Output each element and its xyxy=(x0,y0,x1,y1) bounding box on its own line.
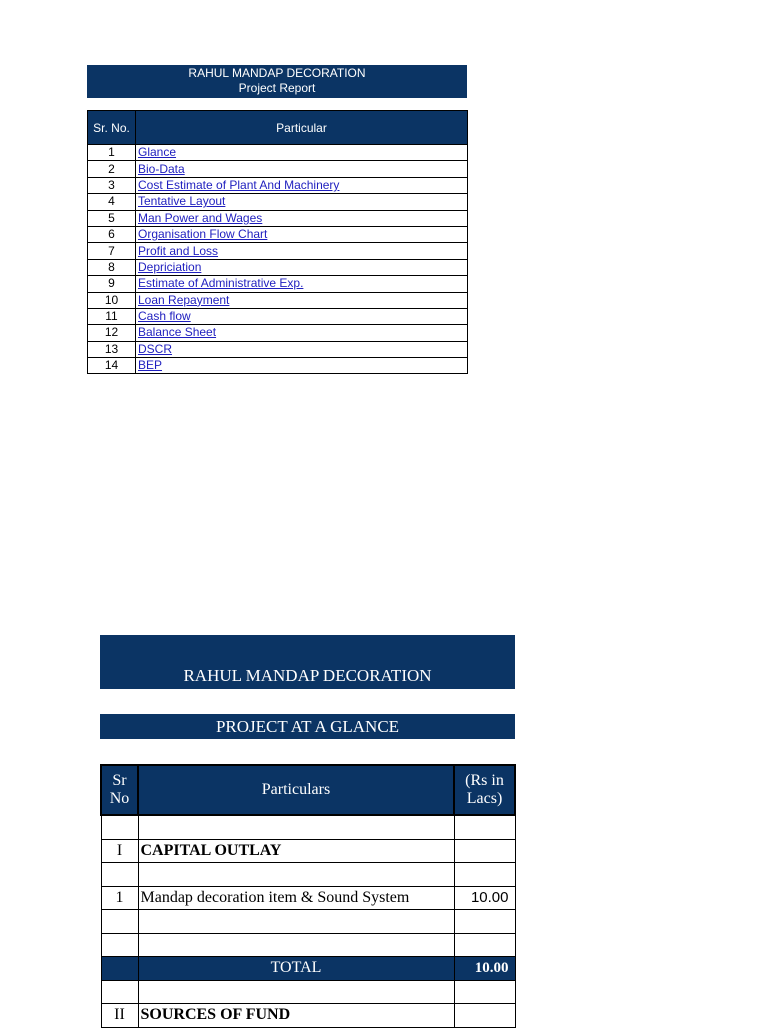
row-particular xyxy=(136,259,468,275)
table-row xyxy=(101,1004,515,1028)
index-row xyxy=(88,145,468,161)
row-number: 13 xyxy=(88,341,136,357)
index-table xyxy=(87,110,468,374)
index-row xyxy=(88,226,468,242)
row-particular xyxy=(136,358,468,374)
index-link-cost-estimate-of-plant-and-machinery[interactable]: Cost Estimate of Plant And Machinery xyxy=(138,177,340,192)
item-label: Mandap decoration item & Sound System xyxy=(138,886,454,910)
row-number: 4 xyxy=(88,194,136,210)
amount-header: (Rs in Lacs) xyxy=(454,765,515,815)
row-particular xyxy=(136,145,468,161)
row-particular xyxy=(136,325,468,341)
index-row xyxy=(88,177,468,193)
index-header-row xyxy=(88,111,468,145)
glance-subtitle: PROJECT AT A GLANCE xyxy=(100,714,515,739)
row-particular xyxy=(136,194,468,210)
item-number: 1 xyxy=(101,886,138,910)
index-row xyxy=(88,210,468,226)
sr-no-header: Sr No xyxy=(101,765,138,815)
table-row xyxy=(101,863,515,887)
row-number: 14 xyxy=(88,358,136,374)
index-link-dscr[interactable]: DSCR xyxy=(138,341,173,356)
index-row xyxy=(88,161,468,177)
table-row xyxy=(101,910,515,934)
row-particular xyxy=(136,226,468,242)
row-particular xyxy=(136,276,468,292)
section-number: I xyxy=(101,839,138,863)
index-link-bio-data[interactable]: Bio-Data xyxy=(138,161,185,176)
row-particular xyxy=(136,210,468,226)
table-row xyxy=(101,815,515,839)
index-link-profit-and-loss[interactable]: Profit and Loss xyxy=(138,243,219,258)
row-number: 8 xyxy=(88,259,136,275)
index-link-balance-sheet[interactable]: Balance Sheet xyxy=(138,325,217,340)
index-title-block xyxy=(87,65,467,98)
row-number: 5 xyxy=(88,210,136,226)
table-row xyxy=(101,839,515,863)
index-link-man-power-and-wages[interactable]: Man Power and Wages xyxy=(138,210,263,225)
index-row xyxy=(88,276,468,292)
index-link-bep[interactable]: BEP xyxy=(138,358,163,373)
index-row xyxy=(88,325,468,341)
table-row xyxy=(101,933,515,957)
row-number: 3 xyxy=(88,177,136,193)
row-number: 12 xyxy=(88,325,136,341)
index-link-depriciation[interactable]: Depriciation xyxy=(138,259,202,274)
index-link-tentative-layout[interactable]: Tentative Layout xyxy=(138,194,226,209)
row-particular xyxy=(136,243,468,259)
section-number: II xyxy=(101,1004,138,1028)
report-title: Project Report xyxy=(238,81,316,95)
section-label: CAPITAL OUTLAY xyxy=(138,839,454,863)
index-row xyxy=(88,341,468,357)
glance-header-row xyxy=(101,765,515,815)
row-particular xyxy=(136,161,468,177)
index-link-cash-flow[interactable]: Cash flow xyxy=(138,309,191,324)
glance-title: RAHUL MANDAP DECORATION xyxy=(100,635,515,689)
particulars-header: Particulars xyxy=(138,765,454,815)
index-row xyxy=(88,259,468,275)
index-link-loan-repayment[interactable]: Loan Repayment xyxy=(138,292,230,307)
company-name: RAHUL MANDAP DECORATION xyxy=(188,66,366,80)
index-body xyxy=(88,145,468,374)
section-label: SOURCES OF FUND xyxy=(138,1004,454,1028)
row-number: 10 xyxy=(88,292,136,308)
table-row xyxy=(101,886,515,910)
row-particular xyxy=(136,341,468,357)
row-particular xyxy=(136,292,468,308)
row-number: 11 xyxy=(88,308,136,324)
row-number: 9 xyxy=(88,276,136,292)
row-number: 1 xyxy=(88,145,136,161)
index-row xyxy=(88,358,468,374)
row-particular xyxy=(136,308,468,324)
index-row xyxy=(88,292,468,308)
total-amount: 10.00 xyxy=(454,957,515,981)
row-number: 6 xyxy=(88,226,136,242)
index-row xyxy=(88,308,468,324)
row-number: 2 xyxy=(88,161,136,177)
table-row xyxy=(101,980,515,1004)
total-row xyxy=(101,957,515,981)
particular-header: Particular xyxy=(136,111,468,145)
index-row xyxy=(88,194,468,210)
total-label: TOTAL xyxy=(138,957,454,981)
row-particular xyxy=(136,177,468,193)
index-link-glance[interactable]: Glance xyxy=(138,145,177,160)
index-link-organisation-flow-chart[interactable]: Organisation Flow Chart xyxy=(138,227,268,242)
item-amount: 10.00 xyxy=(454,886,515,910)
sr-no-header: Sr. No. xyxy=(88,111,136,145)
row-number: 7 xyxy=(88,243,136,259)
glance-table xyxy=(100,764,516,1028)
index-row xyxy=(88,243,468,259)
index-link-estimate-of-administrative-exp[interactable]: Estimate of Administrative Exp. xyxy=(138,276,304,291)
